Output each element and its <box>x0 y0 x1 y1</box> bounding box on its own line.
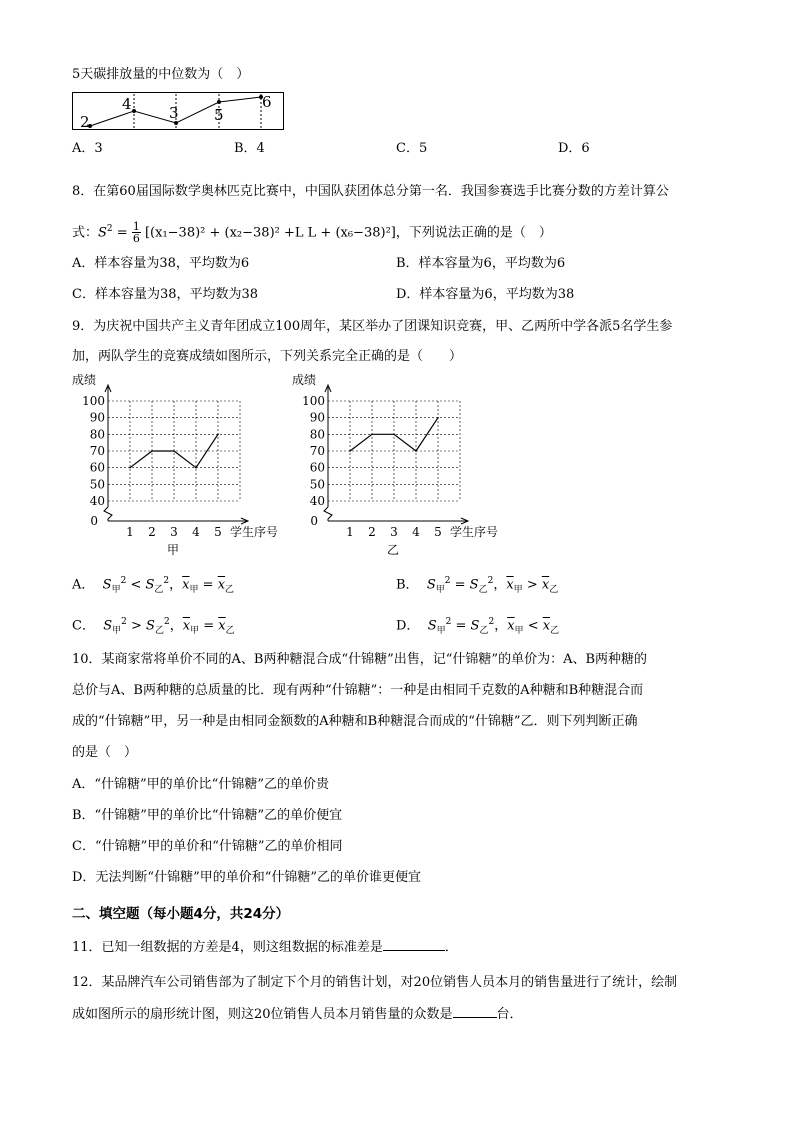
q9-line-2: 加，两队学生的竞赛成绩如图所示，下列关系完全正确的是（ ） <box>72 349 463 364</box>
x-tick-label: 3 <box>390 525 398 539</box>
q8-line-1: 8．在第60届国际数学奥林匹克比赛中，中国队获团体总分第一名．我国参赛选手比赛分数的方差计算公 <box>72 184 669 199</box>
q8-formula-s: S <box>98 225 107 241</box>
q7-option-a: A．3 <box>72 141 103 156</box>
data-point <box>415 450 417 452</box>
q7-label-4: 5 <box>214 106 224 124</box>
q7-label-2: 4 <box>122 95 132 113</box>
data-point <box>393 434 395 436</box>
q10-line-2: 总价与A、B两种糖的总质量的比．现有两种“什锦糖”：一种是由相同千克数的A种糖和B种糖混合而 <box>72 683 644 698</box>
chart-title: 甲 <box>166 543 180 557</box>
y-tick-label: 40 <box>89 494 105 508</box>
x-tick-label: 5 <box>214 525 222 539</box>
y-axis-label: 成绩 <box>72 373 97 387</box>
q7-option-c: C．5 <box>396 141 428 156</box>
q8-formula-prefix: 式： <box>72 225 99 241</box>
y-tick-label: 90 <box>89 410 105 425</box>
q9-option-d: D． $S_甲^2 = S_乙^2$，$\overline{x}_甲 < \overline{x}_乙$ <box>396 617 560 636</box>
q8-option-a: A．样本容量为38，平均数为6 <box>72 256 250 271</box>
q12-line-1: 12．某品牌汽车公司销售部为了制定下个月的销售计划，对20位销售人员本月的销售量进行了统计，绘制 <box>72 975 678 990</box>
q8-formula-line: 式：$S^2$ = $\frac{1}{6}$ [(x₁−38)² + (x₂−38)² +L L + (x₆−38)²]，下列说法正确的是（ ） <box>72 220 552 246</box>
x-axis-label: 学生序号 <box>450 525 499 539</box>
y-tick-label: 100 <box>302 394 325 408</box>
q8-option-d: D．样本容量为6，平均数为38 <box>396 287 575 302</box>
q12-answer-blank[interactable] <box>453 1005 497 1018</box>
chart-yi <box>290 373 520 558</box>
q7-figure <box>72 92 284 130</box>
q8-formula-body: [(x₁−38)² + (x₂−38)² +L L + (x₆−38)²] <box>144 225 396 241</box>
q7-line-plot <box>72 92 284 130</box>
data-point <box>437 417 439 419</box>
y-tick-label: 80 <box>89 427 105 442</box>
q12-line-2: 成如图所示的扇形统计图，则这20位销售人员本月销售量的众数是 台． <box>72 1007 523 1022</box>
q7-label-5: 6 <box>262 93 272 111</box>
y-tick-label: 50 <box>309 477 325 492</box>
data-point <box>371 434 373 436</box>
data-point <box>195 467 197 469</box>
data-point <box>217 434 219 436</box>
x-axis-label: 学生序号 <box>230 525 279 539</box>
q7-option-d: D．6 <box>558 141 590 156</box>
x-tick-label: 1 <box>346 525 354 539</box>
chart-yi-svg <box>290 373 520 558</box>
y-tick-label: 0 <box>310 514 318 528</box>
q10-option-a: A．“什锦糖”甲的单价比“什锦糖”乙的单价贵 <box>72 777 329 792</box>
y-tick-label: 60 <box>309 460 325 475</box>
data-point <box>173 450 175 452</box>
x-tick-label: 2 <box>148 525 156 539</box>
q10-option-c: C．“什锦糖”甲的单价和“什锦糖”乙的单价相同 <box>72 839 343 854</box>
y-tick-label: 70 <box>309 444 325 458</box>
y-tick-label: 40 <box>309 494 325 508</box>
q7-option-b: B．4 <box>234 141 265 156</box>
data-point <box>129 467 131 469</box>
y-tick-label: 80 <box>309 427 325 442</box>
y-tick-label: 90 <box>309 410 325 425</box>
q10-line-1: 10．某商家常将单价不同的A、B两种糖混合成“什锦糖”出售，记“什锦糖”的单价为：A、B两种糖的 <box>72 652 648 667</box>
q9-option-a: A． $S_甲^2 < S_乙^2$，$\overline{x}_甲 = \overline{x}_乙$ <box>72 576 235 595</box>
y-tick-label: 0 <box>90 514 98 528</box>
q9-line-1: 9．为庆祝中国共产主义青年团成立100周年，某区举办了团课知识竞赛，甲、乙两所中学各派5名学生参 <box>72 319 673 334</box>
y-tick-label: 100 <box>82 394 105 408</box>
axis-break <box>324 507 332 521</box>
q7-label-3: 3 <box>169 104 179 122</box>
q8-formula-fraction: $\frac{1}{6}$ <box>132 220 140 246</box>
axis-break <box>104 507 112 521</box>
chart-title: 乙 <box>386 543 400 557</box>
q10-line-3: 成的“什锦糖”甲，另一种是由相同金额数的A种糖和B种糖混合而成的“什锦糖”乙．则下列判断正确 <box>72 714 638 729</box>
y-tick-label: 70 <box>89 444 105 458</box>
q8-option-b: B．样本容量为6，平均数为6 <box>396 256 566 271</box>
q10-option-b: B．“什锦糖”甲的单价比“什锦糖”乙的单价便宜 <box>72 808 343 823</box>
q8-option-c: C．样本容量为38，平均数为38 <box>72 287 259 302</box>
q9-option-b: B． $S_甲^2 = S_乙^2$，$\overline{x}_甲 > \overline{x}_乙$ <box>396 576 559 595</box>
q7-stem: 5天碳排放量的中位数为（ ） <box>72 67 250 82</box>
q10-line-4: 的是（ ） <box>72 745 138 760</box>
x-tick-label: 4 <box>192 525 200 539</box>
q11-text: 11．已知一组数据的方差是4，则这组数据的标准差是 <box>72 940 383 955</box>
x-tick-label: 5 <box>434 525 442 539</box>
section-2-title: 二、填空题（每小题4分，共24分） <box>72 906 290 922</box>
y-tick-label: 60 <box>89 460 105 475</box>
x-tick-label: 2 <box>368 525 376 539</box>
q9-option-c: C． $S_甲^2 > S_乙^2$，$\overline{x}_甲 = \overline{x}_乙$ <box>72 617 235 636</box>
chart-jia <box>70 373 300 558</box>
data-point <box>151 450 153 452</box>
x-tick-label: 3 <box>170 525 178 539</box>
x-tick-label: 1 <box>126 525 134 539</box>
y-axis-label: 成绩 <box>292 373 317 387</box>
q10-option-d: D．无法判断“什锦糖”甲的单价和“什锦糖”乙的单价谁更便宜 <box>72 870 422 885</box>
data-point <box>349 450 351 452</box>
q12-text: 成如图所示的扇形统计图，则这20位销售人员本月销售量的众数是 <box>72 1007 453 1022</box>
q11-answer-blank[interactable] <box>383 938 445 951</box>
q7-label-1: 2 <box>80 113 90 130</box>
q8-formula-suffix: ，下列说法正确的是（ ） <box>395 225 552 241</box>
chart-jia-svg <box>70 373 300 558</box>
q11-line: 11．已知一组数据的方差是4，则这组数据的标准差是 ． <box>72 940 458 955</box>
x-tick-label: 4 <box>412 525 420 539</box>
y-tick-label: 50 <box>89 477 105 492</box>
